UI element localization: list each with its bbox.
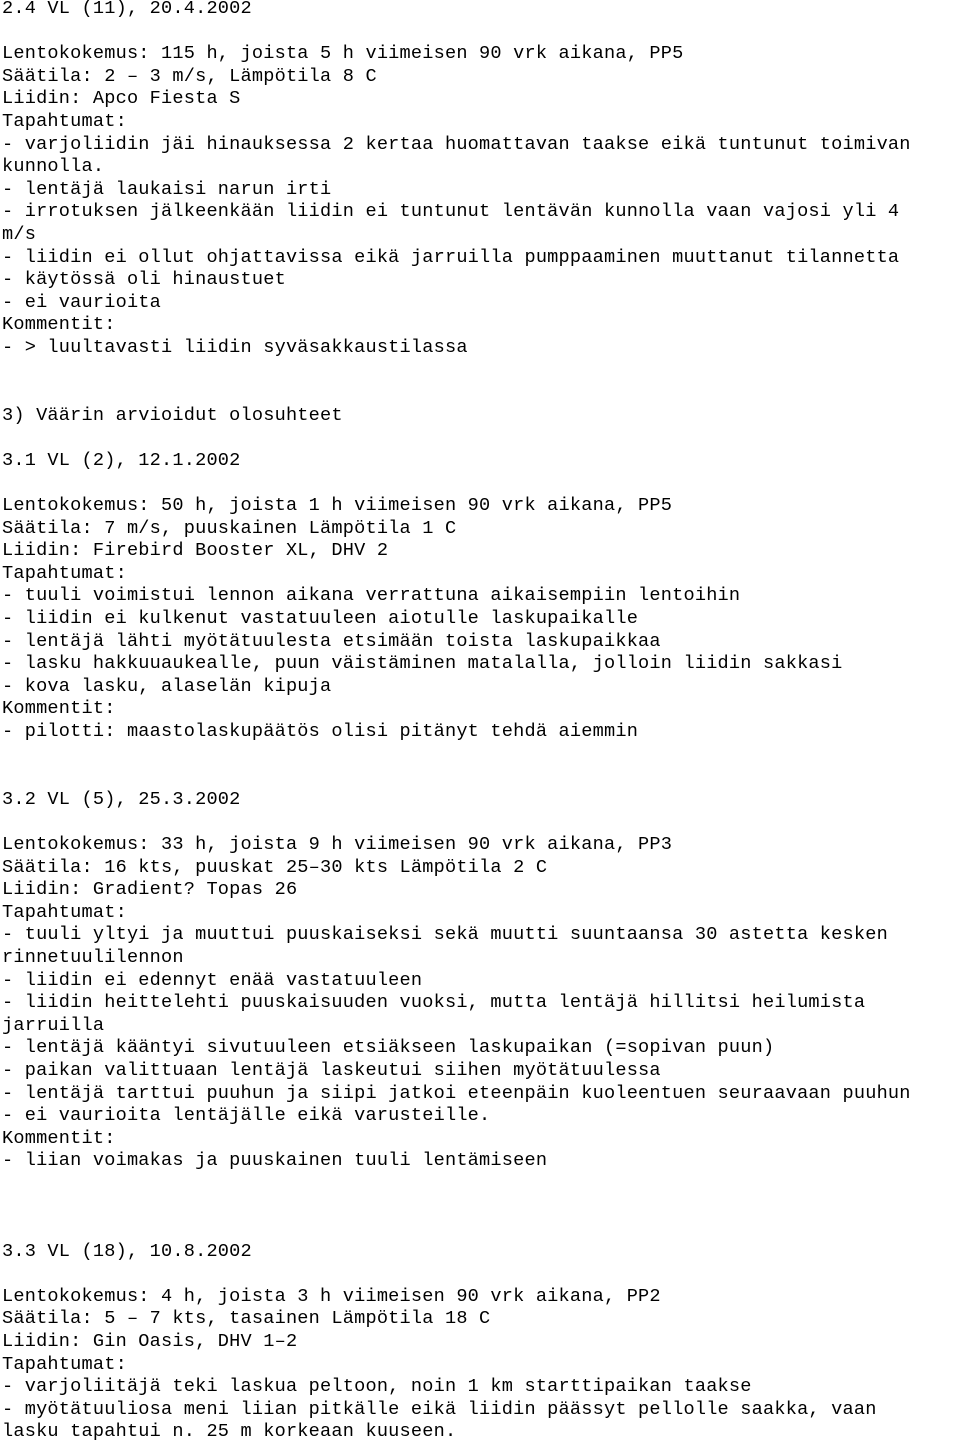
text-line: 2.4 VL (11), 20.4.2002 <box>2 0 252 19</box>
text-line: Tapahtumat: <box>2 901 127 923</box>
text-line: 3.3 VL (18), 10.8.2002 <box>2 1240 252 1262</box>
text-line: - liidin heittelehti puuskaisuuden vuoksi, mutta lentäjä hillitsi heilumista <box>2 992 866 1014</box>
text-line: - lentäjä lähti myötätuulesta etsimään toista laskupaikkaa <box>2 630 661 652</box>
text-line: - tuuli voimistui lennon aikana verrattuna aikaisempiin lentoihin <box>2 585 741 607</box>
text-line: Kommentit: <box>2 698 116 720</box>
text-line: - lentäjä laukaisi narun irti <box>2 178 332 200</box>
text-line: rinnetuulilennon <box>2 946 184 968</box>
text-line: - lentäjä tarttui puuhun ja siipi jatkoi eteenpäin kuoleentuen seuraavaan puuhun <box>2 1082 911 1104</box>
blank-line <box>2 1173 958 1196</box>
text-line: - liidin ei ollut ohjattavissa eikä jarruilla pumppaaminen muuttanut tilannetta <box>2 246 900 268</box>
blank-line <box>2 811 958 834</box>
text-line: - tuuli yltyi ja muuttui puuskaiseksi sekä muutti suuntaansa 30 astetta kesken <box>2 924 888 946</box>
text-line: 3) Väärin arvioidut olosuhteet <box>2 404 343 426</box>
blank-line <box>2 766 958 789</box>
blank-line <box>2 744 958 767</box>
text-line: Liidin: Firebird Booster XL, DHV 2 <box>2 540 389 562</box>
text-line: - kova lasku, alaselän kipuja <box>2 675 332 697</box>
document-body <box>2 0 958 1444</box>
text-line: - > luultavasti liidin syväsakkaustilassa <box>2 336 468 358</box>
text-line: Lentokokemus: 4 h, joista 3 h viimeisen 90 vrk aikana, PP2 <box>2 1285 661 1307</box>
blank-line <box>2 1263 958 1286</box>
text-line: - myötätuuliosa meni liian pitkälle eikä liidin päässyt pellolle saakka, vaan <box>2 1398 877 1420</box>
blank-line <box>2 427 958 450</box>
text-line: Lentokokemus: 50 h, joista 1 h viimeisen 90 vrk aikana, PP5 <box>2 495 673 517</box>
text-line: m/s <box>2 223 37 245</box>
text-line: Kommentit: <box>2 1127 116 1149</box>
text-line: - liidin ei edennyt enää vastatuuleen <box>2 969 423 991</box>
text-line: 3.1 VL (2), 12.1.2002 <box>2 449 241 471</box>
blank-line <box>2 1195 958 1218</box>
blank-line <box>2 472 958 495</box>
text-line: Säätila: 16 kts, puuskat 25–30 kts Lämpötila 2 C <box>2 856 548 878</box>
text-line: lasku tapahtui n. 25 m korkeaan kuuseen. <box>2 1421 457 1443</box>
blank-line <box>2 382 958 405</box>
text-line: Lentokokemus: 33 h, joista 9 h viimeisen 90 vrk aikana, PP3 <box>2 833 673 855</box>
text-line: Kommentit: <box>2 314 116 336</box>
text-line: - lasku hakkuuaukealle, puun väistäminen matalalla, jolloin liidin sakkasi <box>2 653 843 675</box>
text-line: kunnolla. <box>2 156 105 178</box>
text-line: Säätila: 5 – 7 kts, tasainen Lämpötila 18 C <box>2 1308 491 1330</box>
blank-line <box>2 1218 958 1241</box>
text-line: - paikan valittuaan lentäjä laskeutui siihen myötätuulessa <box>2 1059 661 1081</box>
text-line: Tapahtumat: <box>2 1353 127 1375</box>
text-line: Tapahtumat: <box>2 562 127 584</box>
blank-line <box>2 360 958 383</box>
text-line: - lentäjä kääntyi sivutuuleen etsiäkseen laskupaikan (=sopivan puun) <box>2 1037 775 1059</box>
text-line: - ei vaurioita lentäjälle eikä varusteille. <box>2 1105 491 1127</box>
text-line: 3.2 VL (5), 25.3.2002 <box>2 788 241 810</box>
text-line: - pilotti: maastolaskupäätös olisi pitänyt tehdä aiemmin <box>2 721 639 742</box>
text-line: - liidin ei kulkenut vastatuuleen aiotulle laskupaikalle <box>2 608 639 630</box>
text-line: - ei vaurioita <box>2 291 162 313</box>
text-line: Lentokokemus: 115 h, joista 5 h viimeisen 90 vrk aikana, PP5 <box>2 43 684 65</box>
text-line: jarruilla <box>2 1014 105 1036</box>
text-line: Tapahtumat: <box>2 110 127 132</box>
text-line: - käytössä oli hinaustuet <box>2 269 286 291</box>
text-line: - irrotuksen jälkeenkään liidin ei tuntunut lentävän kunnolla vaan vajosi yli 4 <box>2 201 900 223</box>
text-line: - liian voimakas ja puuskainen tuuli lentämiseen <box>2 1150 548 1172</box>
text-line: Liidin: Gradient? Topas 26 <box>2 879 298 901</box>
text-line: - varjoliidin jäi hinauksessa 2 kertaa huomattavan taakse eikä tuntunut toimivan <box>2 133 911 155</box>
text-line: Säätila: 7 m/s, puuskainen Lämpötila 1 C <box>2 517 457 539</box>
text-line: Säätila: 2 – 3 m/s, Lämpötila 8 C <box>2 65 377 87</box>
text-line: Liidin: Gin Oasis, DHV 1–2 <box>2 1331 298 1353</box>
text-line: - varjoliitäjä teki laskua peltoon, noin 1 km starttipaikan taakse <box>2 1376 752 1398</box>
text-line: Liidin: Apco Fiesta S <box>2 88 241 110</box>
blank-line <box>2 21 958 44</box>
